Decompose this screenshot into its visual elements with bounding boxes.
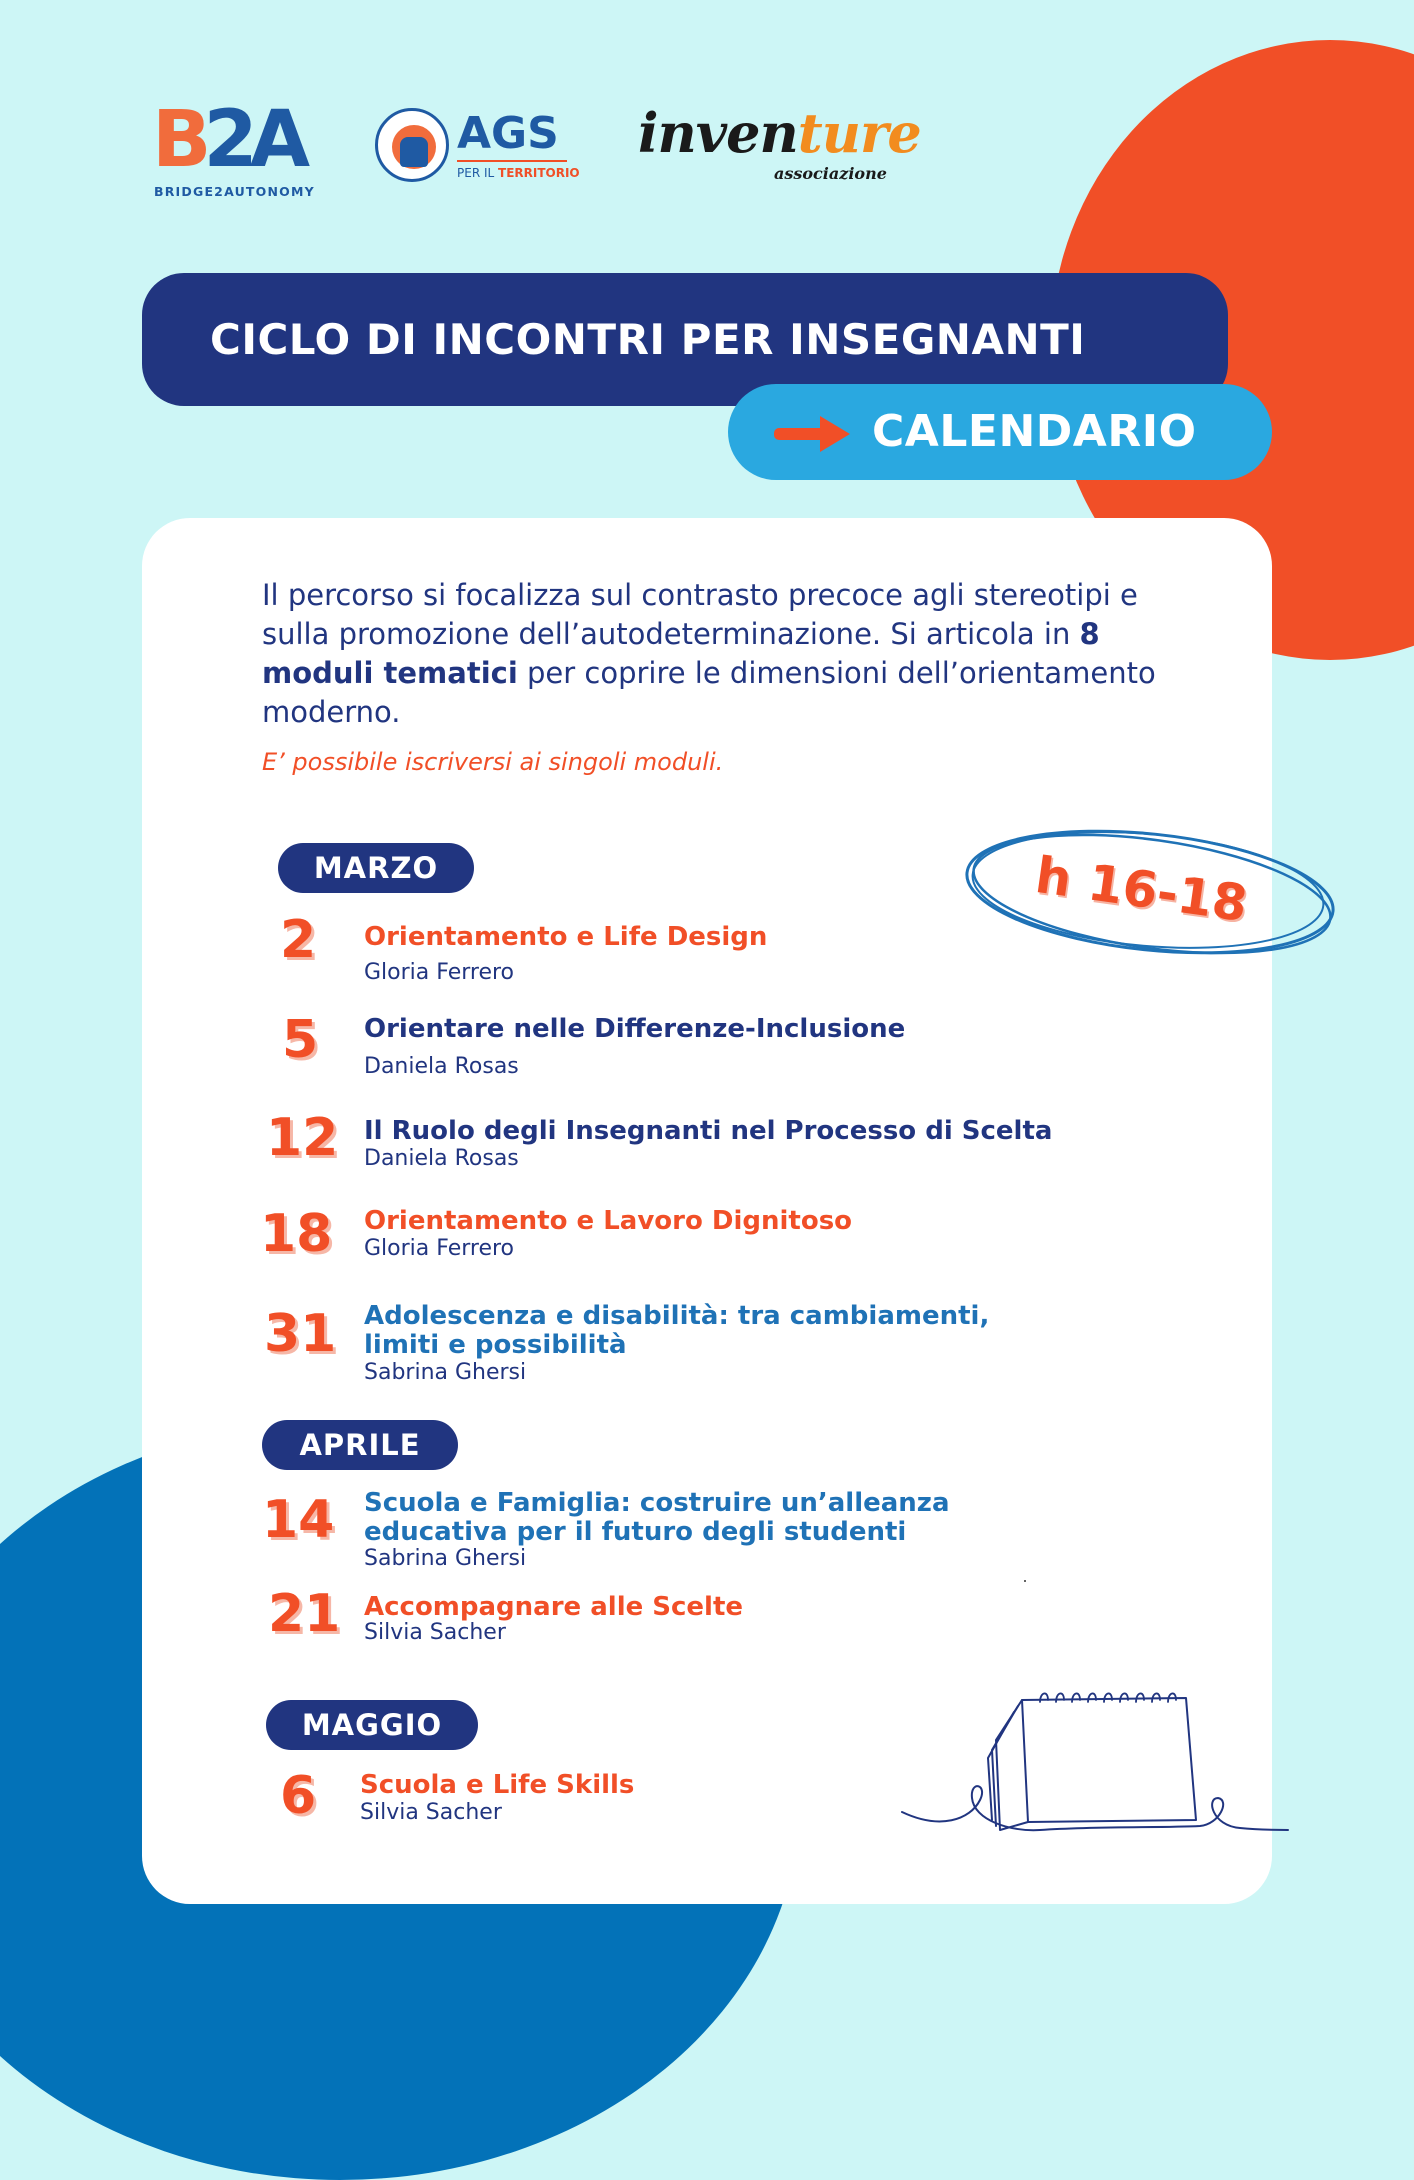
b2a-logo-subtitle: BRIDGE2AUTONOMY (154, 184, 315, 199)
intro-line-2-bold: 8 moduli tematici (262, 617, 1100, 690)
intro-line-2-pre: Si articola in (890, 617, 1080, 651)
calendar-sketch-icon (900, 1680, 1290, 1840)
intro-text (262, 576, 1202, 732)
ags-logo-subtitle: PER IL TERRITORIO (457, 166, 580, 180)
event-title: Scuola e Life Skills (360, 1770, 635, 1800)
month-april: APRILE (262, 1420, 458, 1470)
event-title: Il Ruolo degli Insegnanti nel Processo di Scelta (364, 1116, 1053, 1146)
b2a-logo-mark: B2A (152, 95, 303, 185)
event-day: 12 (266, 1108, 339, 1168)
ags-logo (375, 108, 580, 188)
ags-logo-title: AGS (457, 108, 559, 159)
event-speaker: Sabrina Ghersi (364, 1546, 527, 1571)
ags-logo-divider (457, 160, 567, 162)
calendar-label: CALENDARIO (872, 406, 1197, 457)
event-day: 21 (268, 1584, 341, 1644)
event-title: Orientamento e Life Design (364, 922, 768, 952)
b2a-logo (152, 95, 315, 200)
inventure-logo (638, 98, 921, 198)
event-title: Accompagnare alle Scelte (364, 1592, 744, 1622)
event-day: 18 (260, 1204, 333, 1264)
inventure-logo-title: inventure (638, 101, 921, 165)
month-may: MAGGIO (266, 1700, 478, 1750)
decorative-dot (1024, 1580, 1026, 1582)
event-day: 2 (280, 910, 317, 970)
event-day: 6 (280, 1766, 317, 1826)
event-speaker: Gloria Ferrero (364, 1236, 515, 1261)
event-speaker: Gloria Ferrero (364, 960, 515, 985)
event-title: Scuola e Famiglia: costruire un’alleanza (364, 1488, 950, 1518)
event-title-line-2: educativa per il futuro degli studenti (364, 1517, 907, 1547)
intro-line-2-post: per coprire le dimensioni dell’orientamento moderno. (262, 656, 1156, 729)
event-speaker: Daniela Rosas (364, 1054, 519, 1079)
event-speaker: Daniela Rosas (364, 1146, 519, 1171)
inventure-logo-subtitle: associazione (774, 164, 887, 183)
event-title: Orientamento e Lavoro Dignitoso (364, 1206, 853, 1236)
intro-note: E’ possibile iscriversi ai singoli moduli. (262, 748, 724, 776)
event-speaker: Sabrina Ghersi (364, 1360, 527, 1385)
month-march: MARZO (278, 843, 474, 893)
hours-text: h 16-18 (1031, 846, 1251, 934)
event-day: 14 (262, 1490, 335, 1550)
event-day: 5 (282, 1010, 319, 1070)
event-speaker: Silvia Sacher (364, 1620, 506, 1645)
event-title: Orientare nelle Differenze-Inclusione (364, 1014, 906, 1044)
page-title: CICLO DI INCONTRI PER INSEGNANTI (142, 273, 1228, 406)
event-day: 31 (264, 1304, 337, 1364)
event-title-line-2: limiti e possibilità (364, 1330, 627, 1360)
event-speaker: Silvia Sacher (360, 1800, 502, 1825)
ags-hand-icon (375, 108, 449, 182)
arrow-right-icon (772, 414, 852, 454)
event-title: Adolescenza e disabilità: tra cambiamenti, (364, 1301, 990, 1331)
hours-stamp (960, 820, 1350, 970)
intro-line-1: Il percorso si focalizza sul contrasto precoce agli stereotipi e sulla promozione dell’autodeterminazione. (262, 578, 1138, 651)
